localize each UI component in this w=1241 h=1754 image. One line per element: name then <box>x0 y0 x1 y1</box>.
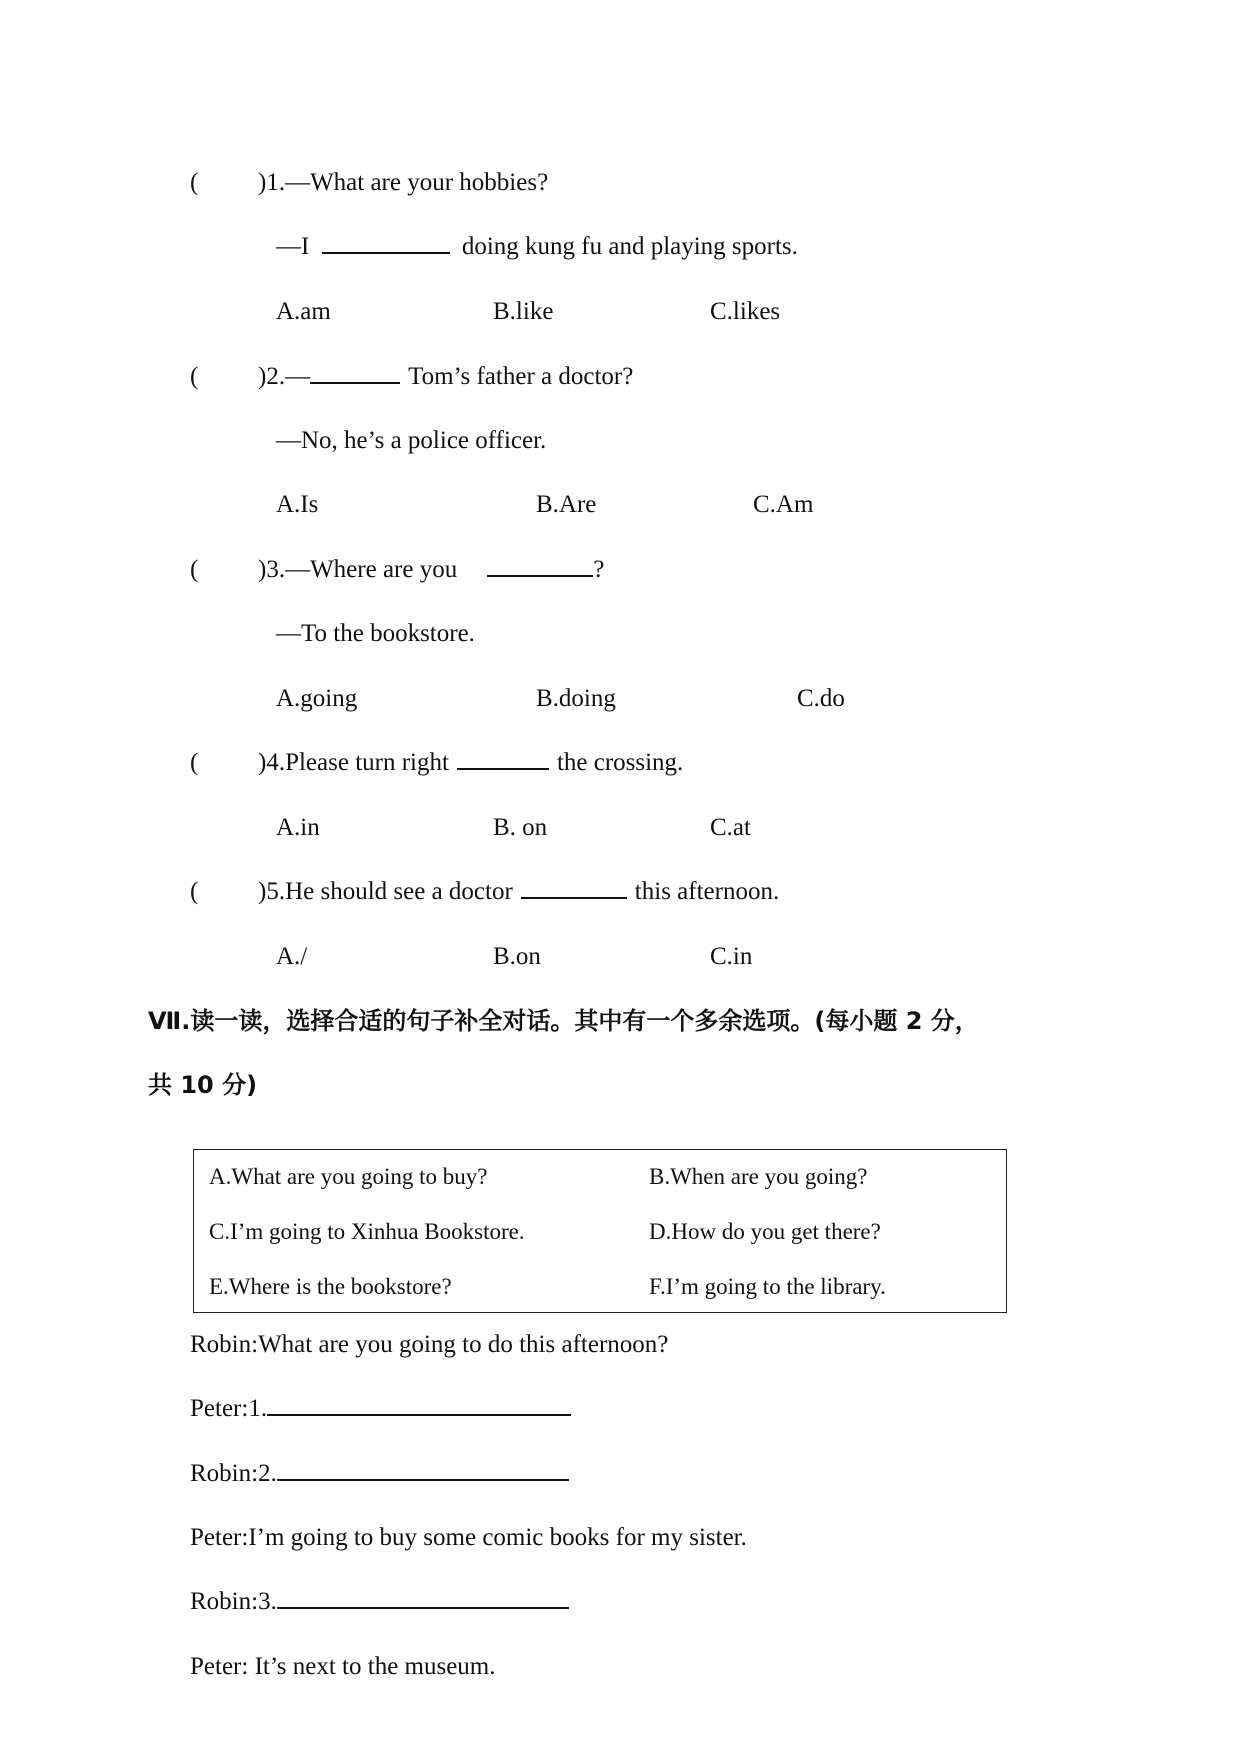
answer-blank[interactable] <box>322 251 450 254</box>
answer-paren: ( <box>190 878 199 905</box>
stem-text: )5.He should see a doctor <box>258 878 513 905</box>
option-b: B.Are <box>536 491 597 518</box>
answer-blank[interactable] <box>487 574 593 577</box>
dialogue-line-3 <box>190 1459 569 1489</box>
section-heading: Ⅶ.读一读，选择合适的句子补全对话。其中有一个多余选项。(每小题 2 分， <box>148 1007 979 1035</box>
answer-paren: ( <box>190 556 199 583</box>
question-3-response: —To the bookstore. <box>276 620 475 647</box>
dialogue-line-1: Robin:What are you going to do this afternoon? <box>190 1331 669 1358</box>
stem-text: )4.Please turn right <box>258 749 449 776</box>
answer-blank[interactable] <box>310 381 400 384</box>
speaker-text: Robin:2. <box>190 1460 277 1487</box>
stem-text: ? <box>593 556 605 583</box>
option-c: C.do <box>797 685 845 712</box>
option-a: A./ <box>276 943 308 970</box>
dialogue-line-4: Peter:I’m going to buy some comic books for my sister. <box>190 1524 747 1551</box>
answer-blank[interactable] <box>521 896 627 899</box>
stem-text: )3.—Where are you <box>258 556 458 583</box>
option-a: A.Is <box>276 491 319 518</box>
option-c: C.Am <box>753 491 814 518</box>
dialogue-line-6: Peter: It’s next to the museum. <box>190 1653 496 1680</box>
option-a: A.going <box>276 685 358 712</box>
stem-text: )2.— <box>258 363 311 390</box>
response-text: —I <box>276 233 310 260</box>
option-b: B.doing <box>536 685 616 712</box>
dialogue-line-2 <box>190 1394 571 1424</box>
box-option-f: F.I’m going to the library. <box>649 1274 886 1299</box>
box-option-a: A.What are you going to buy? <box>209 1164 488 1189</box>
option-a: A.in <box>276 814 320 841</box>
option-b: B. on <box>493 814 548 841</box>
box-option-c: C.I’m going to Xinhua Bookstore. <box>209 1219 525 1244</box>
question-4-stem <box>258 748 683 778</box>
question-2-response: —No, he’s a police officer. <box>276 427 547 454</box>
answer-blank[interactable] <box>267 1413 571 1416</box>
option-b: B.like <box>493 298 554 325</box>
question-2-stem <box>258 362 633 392</box>
box-option-e: E.Where is the bookstore? <box>209 1274 452 1299</box>
question-1-response <box>276 232 798 262</box>
option-c: C.likes <box>710 298 781 325</box>
answer-blank[interactable] <box>457 767 549 770</box>
stem-text: the crossing. <box>556 749 684 776</box>
stem-text: this afternoon. <box>634 878 780 905</box>
dialogue-line-5 <box>190 1587 569 1617</box>
options-box <box>193 1149 1007 1313</box>
question-3-stem <box>258 555 604 585</box>
question-1-stem: )1.—What are your hobbies? <box>258 169 549 196</box>
stem-text: Tom’s father a doctor? <box>408 363 634 390</box>
response-text: doing kung fu and playing sports. <box>461 233 798 260</box>
answer-blank[interactable] <box>277 1606 569 1609</box>
speaker-text: Robin:3. <box>190 1588 277 1615</box>
option-c: C.at <box>710 814 751 841</box>
section-heading-cont: 共 10 分) <box>148 1071 258 1099</box>
question-5-stem <box>258 877 779 907</box>
box-option-b: B.When are you going? <box>649 1164 868 1189</box>
answer-paren: ( <box>190 749 199 776</box>
speaker-text: Peter:1. <box>190 1395 268 1422</box>
option-a: A.am <box>276 298 331 325</box>
answer-paren: ( <box>190 363 199 390</box>
option-c: C.in <box>710 943 753 970</box>
option-b: B.on <box>493 943 541 970</box>
answer-blank[interactable] <box>277 1478 569 1481</box>
box-option-d: D.How do you get there? <box>649 1219 881 1244</box>
answer-paren: ( <box>190 169 199 196</box>
